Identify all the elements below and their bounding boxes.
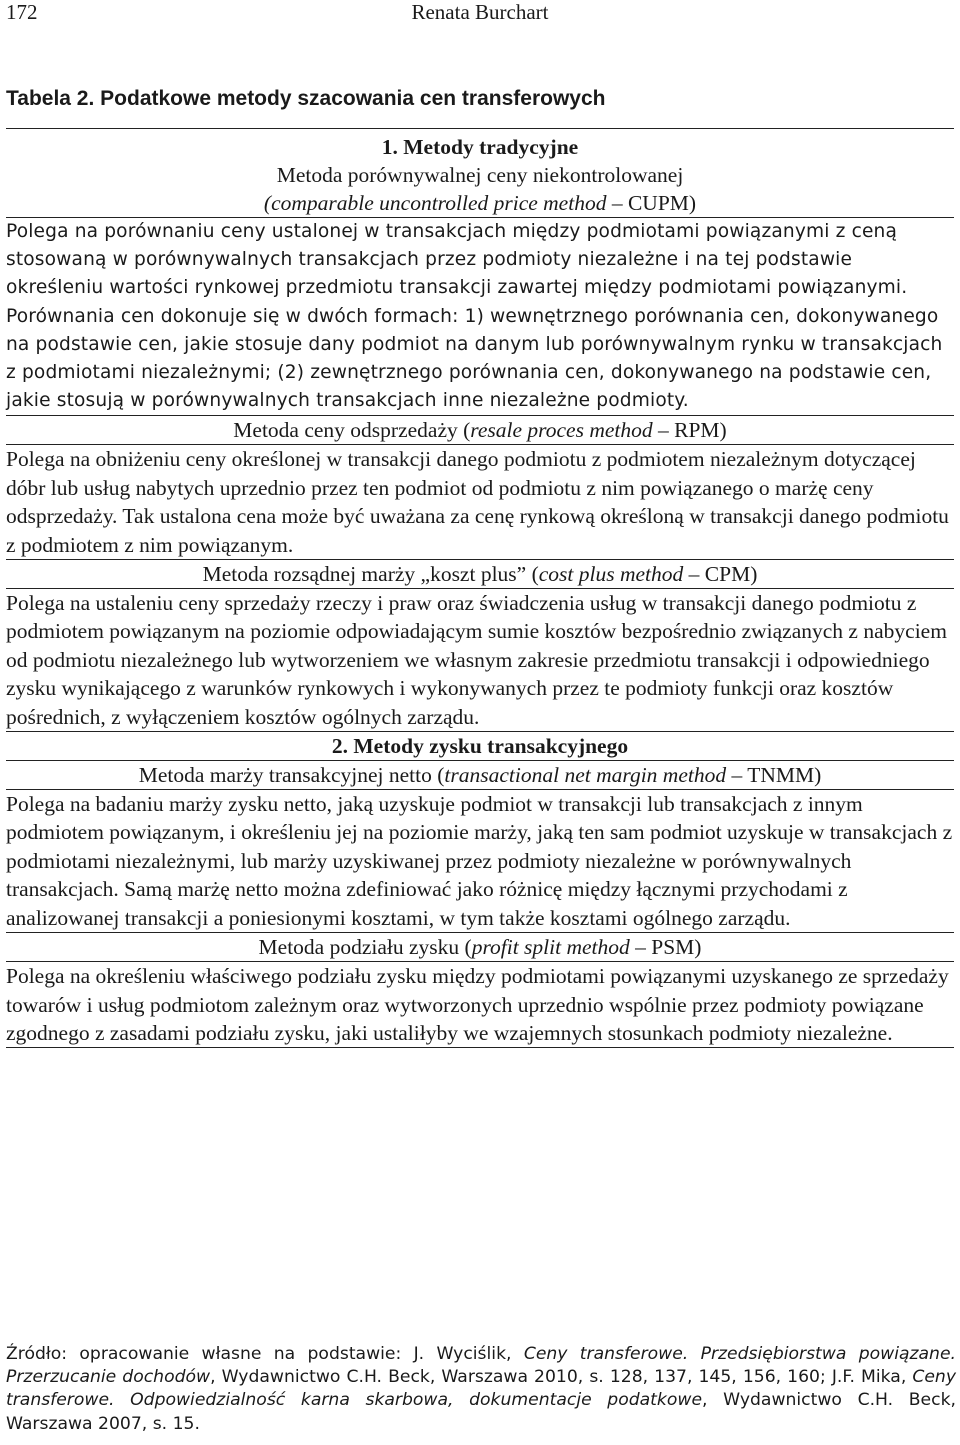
section-heading: 1. Metody tradycyjne [6,129,954,162]
method-description-rpm: Polega na obniżeniu ceny określonej w transakcji danego podmiotu z podmiotem niezależnym dotyczącej dóbr lub usług nabytych uprzednio przez ten podmiot od podmiotu z nim powiązanego o marżę ceny odsprzedaży. Tak ustalona cena może być uważana za cenę rynkową określoną w transakcji danego podmiotu z podmiotem z nim powiązanym. [6,445,954,560]
method-name-row [6,560,954,589]
method-description-row [6,445,954,560]
method-name-row [6,933,954,962]
method-name-cpm: Metoda rozsądnej marży „koszt plus” (cost plus method – CPM) [6,560,954,589]
section-heading-row [6,732,954,761]
method-name-row [6,416,954,445]
method-name-psm: Metoda podziału zysku (profit split method – PSM) [6,933,954,962]
transfer-pricing-methods-table [6,128,954,1048]
method-description-cupm: Polega na porównaniu ceny ustalonej w transakcjach między podmiotami powiązanymi z ceną stosowaną w porównywalnych transakcjach przez podmioty niezależne i na tej podstawie określeniu wartości rynkowej przedmiotu transakcji zawartej między podmiotami powiązanymi. Porównania cen dokonuje się w dwóch formach: 1) wewnętrznego porównania cen, dokonywanego na podstawie cen, jakie stosuje dany podmiot na danym lub porównywalnym rynku w transakcjach z podmiotami niezależnymi; (2) zewnętrznego porównania cen, dokonywanego na podstawie cen, jakie stosują w porównywalnych transakcjach inne niezależne podmioty. [6,218,954,416]
page-header [0,0,960,26]
page-number: 172 [6,0,38,24]
method-name-cupm: Metoda porównywalnej ceny niekontrolowanej (comparable uncontrolled price method – CUPM) [6,161,954,218]
method-name-row [6,761,954,790]
table-source-note: Źródło: opracowanie własne na podstawie: J. Wyciślik, Ceny transferowe. Przedsiębiorstwa powiązane. Przerzucanie dochodów, Wydawnictwo C.H. Beck, Warszawa 2010, s. 128, 137, 145, 156, 160; J.F. Mika, Ceny transferowe. Odpowiedzialność karna skarbowa, dokumentacje podatkowe, Wydawnictwo C.H. Beck, Warszawa 2007, s. 15. [6,1344,956,1434]
section-heading: 2. Metody zysku transakcyjnego [6,732,954,761]
method-description-row [6,790,954,933]
table-title: Tabela 2. Podatkowe metody szacowania cen transferowych [6,87,606,110]
method-description-row [6,962,954,1048]
method-description-tnmm: Polega na badaniu marży zysku netto, jaką uzyskuje podmiot w transakcji lub transakcjach z innym podmiotem powiązanym, i określeniu jej na poziomie marży, jaką ten sam podmiot uzyskuje w transakcjach z podmiotami niezależnymi, lub marży uzyskiwanej przez podmioty niezależne w porównywalnych transakcjach. Samą marżę netto można zdefiniować jako różnicę między łącznymi przychodami z analizowanej transakcji a poniesionymi kosztami, w tym także kosztami ogólnego zarządu. [6,790,954,933]
section-heading-row [6,129,954,162]
method-description-psm: Polega na określeniu właściwego podziału zysku między podmiotami powiązanymi uzyskanego ze sprzedaży towarów i usług podmiotom zależnym oraz wytworzonych uprzednio wspólnie przez podmioty powiązane zgodnego z zasadami podziału zysku, jaki ustaliłyby we wzajemnych stosunkach podmioty niezależne. [6,962,954,1048]
method-name-row [6,161,954,218]
method-name-tnmm: Metoda marży transakcyjnej netto (transactional net margin method – TNMM) [6,761,954,790]
method-name-rpm: Metoda ceny odsprzedaży (resale proces method – RPM) [6,416,954,445]
method-description-row [6,589,954,732]
running-head-author: Renata Burchart [411,0,549,24]
method-description-row [6,218,954,416]
method-description-cpm: Polega na ustaleniu ceny sprzedaży rzeczy i praw oraz świadczenia usług w transakcji danego podmiotu z podmiotem powiązanym na poziomie odpowiadającym sumie kosztów bezpośrednio związanych z nabyciem od podmiotu niezależnego lub wytworzeniem we własnym zakresie przedmiotu transakcji i odpowiedniego zysku wynikającego z warunków rynkowych i wykonywanych przez te podmioty funkcji oraz kosztów pośrednich, z wyłączeniem kosztów ogólnych zarządu. [6,589,954,732]
